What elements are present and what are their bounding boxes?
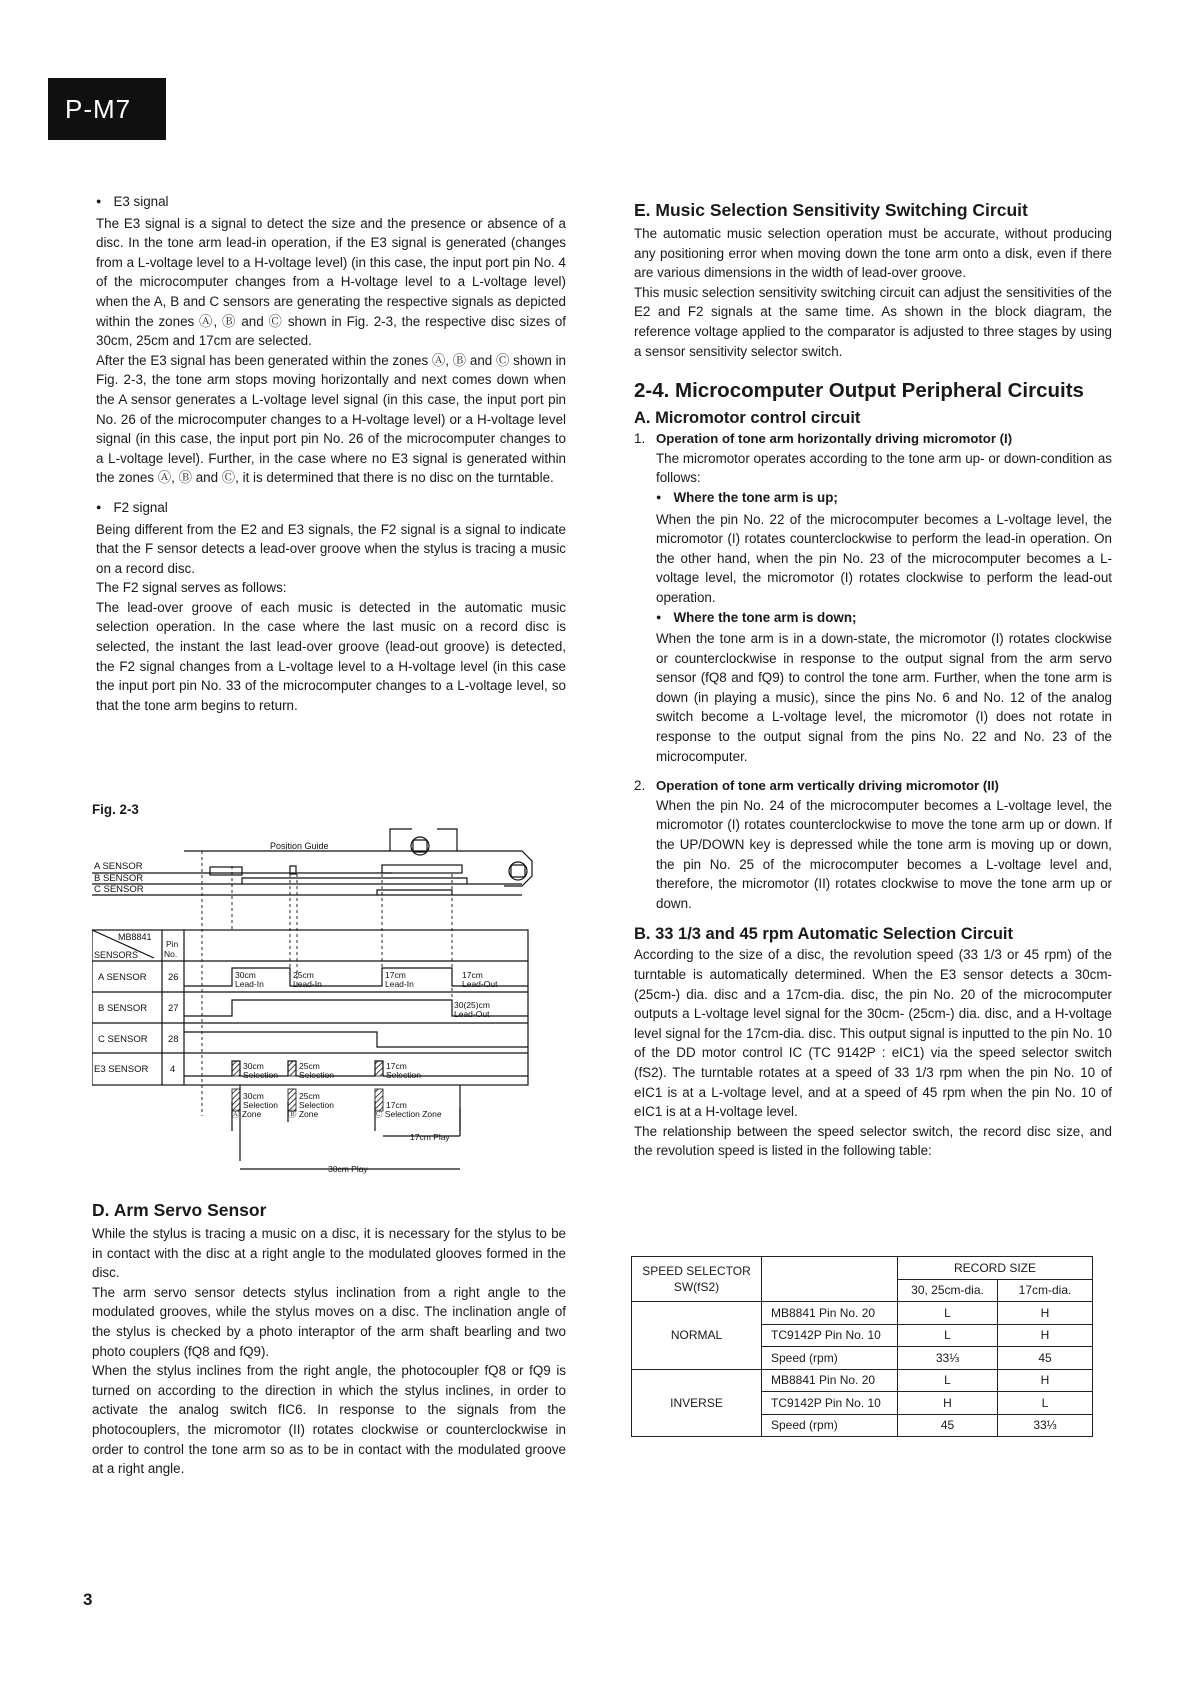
b-30-25cm-label: 30(25)cm: [454, 1000, 490, 1010]
header-blank: [762, 1257, 898, 1302]
row-value-30-25: L: [898, 1369, 998, 1392]
f2-paragraph-3: The lead-over groove of each music is detected in the automatic music selection operation. In the case where the last music on a record disc is selected, the instant the last lead-over groove (lead-out groove) is detected, the F2 signal changes from a L-voltage level to a H-voltage level (in this case the input port pin No. 33 of the microcomputer changes to a L-voltage level, so that the tone arm begins to return.: [96, 599, 566, 713]
a-17cm-label: 17cm: [385, 970, 406, 980]
header-record-size: RECORD SIZE: [898, 1257, 1093, 1280]
a-30cm-label: 30cm: [235, 970, 256, 980]
timing-diagram: [92, 826, 577, 1186]
rpm-selection-heading: B. 33 1/3 and 45 rpm Automatic Selection Circuit: [634, 925, 1013, 944]
right-column: [634, 198, 1112, 1161]
arm-servo-paragraph-2: The arm servo sensor detects stylus inclination from a right angle to the modulated grooves, while the stylus moves on a disc. The inclination angle of the stylus is checked by a photo interaptor of the arm shaft bearling and two photo couplers (fQ8 and fQ9).: [92, 1284, 566, 1359]
row-value-17: 33⅓: [998, 1414, 1093, 1437]
micromotor-heading: A. Micromotor control circuit: [634, 409, 861, 428]
row-label: TC9142P Pin No. 10: [762, 1324, 898, 1347]
model-badge: P-M7: [48, 78, 166, 140]
row-value-30-25: 33⅓: [898, 1347, 998, 1370]
play-30cm-label: 30cm Play: [328, 1164, 368, 1174]
table-head-sensors: SENSORS: [94, 950, 139, 960]
f2-paragraph-1: Being different from the E2 and E3 signals, the F2 signal is a signal to indicate that the F sensor detects a lead-over groove when the stylus is tracing a music on a record disc.: [96, 521, 566, 576]
row-value-30-25: L: [898, 1302, 998, 1325]
row-e3-name: E3 SENSOR: [94, 1064, 149, 1075]
e3-heading: ● E3 signal: [96, 192, 566, 214]
music-selection-paragraph-1: The automatic music selection operation must be accurate, without producing any positioning error when moving down the tone arm onto a disk, even if there are various dimensions in the width of lead-over groove.: [634, 226, 1112, 281]
rpm-selection-paragraph-1: According to the size of a disc, the revolution speed (33 1/3 or 45 rpm) of the turntable is automatically determined. When the E3 sensor detects a 30cm- (25cm-) dia. disc and a 17cm-dia. disc, the pin No. 20 of the microcomputer outputs a L-voltage level signal for the 30cm- (25cm-) dia. disc, and a H-voltage level signal for the 17cm-dia. disc. This output signal is inputted to the pin No. 10 of the DD motor control IC (TC 9142P : eIC1) via the speed selector switch (fS2). The turntable rotates at a speed of 33 1/3 rpm when the pin No. 10 of eIC1 is at a L-voltage level, and at a speed of 45 rpm when the pin No. 10 of eIC1 is at a H-voltage level.: [634, 947, 1112, 1120]
row-value-17: L: [998, 1392, 1093, 1415]
normal-label: NORMAL: [632, 1302, 762, 1370]
section-2-4-heading: 2-4. Microcomputer Output Peripheral Circuits: [634, 379, 1084, 403]
zone-a-label: Ⓐ Zone: [231, 1109, 262, 1119]
zone-a-selection: Selection: [243, 1100, 278, 1110]
item-1-paragraph-3: When the tone arm is in a down-state, the micromotor (I) rotates clockwise or counterclockwise in response to the output signal from the arm servo sensor (fQ8 and fQ9) to control the tone arm. Further, when the tone arm is down (in playing a music), since the pins No. 6 and No. 12 of the analog switch become a L-voltage level, the micromotor (I) does not rotate in response to the output signal from the pins No. 22 and No. 23 of the microcomputer.: [656, 631, 1112, 764]
row-label: Speed (rpm): [762, 1347, 898, 1370]
arm-servo-paragraph-3: When the stylus inclines from the right angle, the photocoupler fQ8 or fQ9 is turned on according to the direction in which the stylus inclines, in order to activate the analog switch fIC6. In response to the signals from the photocouplers, the micromotor (II) rotates clockwise or counterclockwise in order to control the tone arm so as to be in contact with the modulated groove at a right angle.: [92, 1363, 566, 1477]
row-value-17: 45: [998, 1347, 1093, 1370]
item-1-paragraph-2: When the pin No. 22 of the microcomputer becomes a L-voltage level, the micromotor (I) rotates counterclockwise to perform the lead-in operation. On the other hand, when the pin No. 23 of the microcomputer becomes a L-voltage level, the micromotor (I) rotates clockwise to perform the lead-out operation.: [656, 511, 1112, 605]
e3-25cm-label: 25cm: [299, 1061, 320, 1071]
zone-c-size: 17cm: [386, 1100, 407, 1110]
left-column: [96, 192, 566, 715]
zone-b-selection: Selection: [299, 1100, 334, 1110]
a-17cm-leadout-label: 17cm: [462, 970, 483, 980]
header-speed-selector: SPEED SELECTOR SW(fS2): [632, 1257, 762, 1302]
b-leadout: Lead-Out: [454, 1009, 490, 1019]
position-guide-label: Position Guide: [270, 841, 329, 851]
sensor-label-c: C SENSOR: [94, 884, 144, 895]
music-selection-heading: E. Music Selection Sensitivity Switching Circuit: [634, 200, 1028, 220]
music-selection-paragraph-2: This music selection sensitivity switching circuit can adjust the sensitivities of the E2 and F2 signals at the same time. As shown in the block diagram, the reference voltage applied to the comparator is adjusted to three stages by using a sensor sensitivity selector switch.: [634, 284, 1112, 359]
row-label: TC9142P Pin No. 10: [762, 1392, 898, 1415]
table-row: [632, 1369, 1093, 1392]
figure-label: Fig. 2-3: [92, 802, 139, 817]
row-e3-pin: 4: [170, 1064, 176, 1075]
header-17cm: 17cm-dia.: [998, 1279, 1093, 1302]
header-30-25cm: 30, 25cm-dia.: [898, 1279, 998, 1302]
table-head-no: No.: [164, 949, 178, 959]
e3-paragraph-2: After the E3 signal has been generated within the zones Ⓐ, Ⓑ and Ⓒ shown in Fig. 2-3, the tone arm stops moving horizontally and next comes down when the A sensor generates a L-voltage level signal (in this case, the input port pin No. 26 of the microcomputer changes to a H-voltage level) or a H-voltage level signal (in this case, the input port pin No. 26 of the microcomputer changes to a L-voltage level). Further, in the case where no E3 signal is generated within the zones Ⓐ, Ⓑ and Ⓒ, it is determined that there is no disc on the turntable.: [96, 352, 566, 486]
sensor-label-b: B SENSOR: [94, 873, 144, 884]
row-value-30-25: H: [898, 1392, 998, 1415]
speed-selector-table: [631, 1256, 1093, 1437]
row-a-name: A SENSOR: [98, 972, 147, 983]
play-17cm-label: 17cm Play: [410, 1132, 450, 1142]
row-value-30-25: L: [898, 1324, 998, 1347]
sensor-label-a: A SENSOR: [94, 861, 143, 872]
page-number: 3: [83, 1590, 93, 1609]
row-value-30-25: 45: [898, 1414, 998, 1437]
row-b-pin: 27: [168, 1003, 179, 1014]
e3-17cm-label: 17cm: [386, 1061, 407, 1071]
item-2-title: Operation of tone arm vertically driving micromotor (II): [656, 778, 999, 794]
row-label: MB8841 Pin No. 20: [762, 1302, 898, 1325]
table-row: [632, 1302, 1093, 1325]
arm-servo-section: [92, 1198, 566, 1479]
rpm-selection-paragraph-2: The relationship between the speed selector switch, the record disc size, and the revolution speed is listed in the following table:: [634, 1123, 1112, 1159]
row-c-pin: 28: [168, 1034, 179, 1045]
item-2-number: 2.: [634, 778, 646, 794]
a-25cm-leadin: Lead-In: [293, 979, 322, 989]
a-25cm-label: 25cm: [293, 970, 314, 980]
zone-a-size: 30cm: [243, 1091, 264, 1101]
row-label: MB8841 Pin No. 20: [762, 1369, 898, 1392]
arm-servo-paragraph-1: While the stylus is tracing a music on a disc, it is necessary for the stylus to be in contact with the disc at a right angle to the modulated glooves formed in the disc.: [92, 1226, 566, 1281]
e3-25cm-selection: Selection: [299, 1070, 334, 1080]
item-1-title: Operation of tone arm horizontally driving micromotor (I): [656, 431, 1013, 447]
row-value-17: H: [998, 1369, 1093, 1392]
row-a-pin: 26: [168, 972, 179, 983]
row-value-17: H: [998, 1324, 1093, 1347]
row-b-name: B SENSOR: [98, 1003, 148, 1014]
a-17cm-leadout: Lead-Out: [462, 979, 498, 989]
item-2: [634, 776, 1112, 913]
e3-paragraph-1: The E3 signal is a signal to detect the size and the presence or absence of a disc. In the tone arm lead-in operation, if the E3 signal is generated (changes from a L-voltage level to a H-voltage level) (in this case, the input port pin No. 4 of the microcomputer changes from a H-voltage level to a L-voltage level) when the A, B and C sensors are generating the respective signals as depicted within the zones Ⓐ, Ⓑ and Ⓒ shown in Fig. 2-3, the respective disc sizes of 30cm, 25cm and 17cm are selected.: [96, 215, 566, 349]
row-value-17: H: [998, 1302, 1093, 1325]
inverse-label: INVERSE: [632, 1369, 762, 1437]
row-label: Speed (rpm): [762, 1414, 898, 1437]
zone-b-label: Ⓑ Zone: [288, 1109, 319, 1119]
table-head-ic: MB8841: [118, 932, 152, 942]
zone-c-label: Ⓒ Selection Zone: [374, 1109, 442, 1119]
item-1-number: 1.: [634, 431, 646, 447]
a-30cm-leadin: Lead-In: [235, 979, 264, 989]
e3-17cm-selection: Selection: [386, 1070, 421, 1080]
item-1-bullet-up: ● Where the tone arm is up;: [656, 488, 1112, 510]
a-17cm-leadin: Lead-In: [385, 979, 414, 989]
f2-heading: ● F2 signal: [96, 498, 566, 520]
table-head-pin: Pin: [166, 939, 179, 949]
item-2-paragraph-1: When the pin No. 24 of the microcomputer becomes a L-voltage level, the micromotor (I) rotates counterclockwise to move the tone arm up or down. If the UP/DOWN key is depressed while the tone arm is moving up or down, the pin No. 25 of the microcomputer becomes a L-voltage level and, therefore, the micromotor (II) rotates clockwise to move the tone arm up or down.: [656, 797, 1112, 911]
e3-30cm-label: 30cm: [243, 1061, 264, 1071]
item-1-bullet-down: ● Where the tone arm is down;: [656, 608, 1112, 630]
arm-servo-heading: D. Arm Servo Sensor: [92, 1200, 267, 1220]
f2-paragraph-2: The F2 signal serves as follows:: [96, 580, 287, 596]
e3-30cm-selection: Selection: [243, 1070, 278, 1080]
row-c-name: C SENSOR: [98, 1034, 148, 1045]
item-1-paragraph-1: The micromotor operates according to the tone arm up- or down-condition as follows:: [656, 450, 1112, 486]
item-1: [634, 429, 1112, 766]
zone-b-size: 25cm: [299, 1091, 320, 1101]
